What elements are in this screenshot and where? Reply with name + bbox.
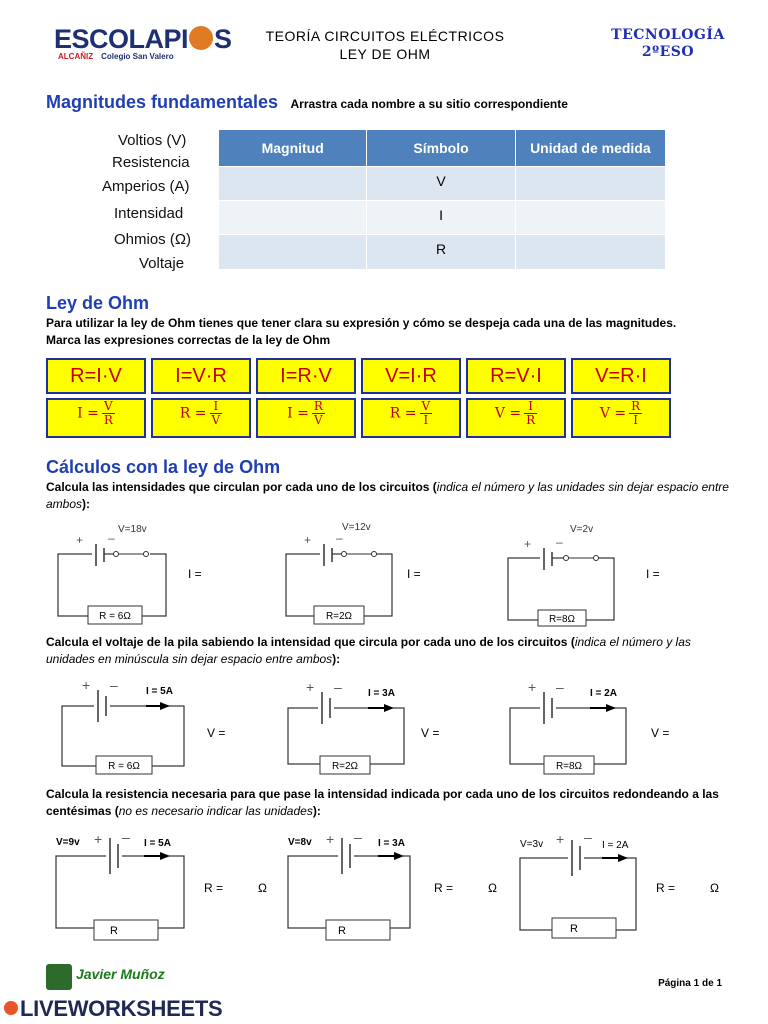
circuit-diagram — [56, 676, 192, 788]
title-line-1: TEORÍA CIRCUITOS ELÉCTRICOS — [265, 28, 505, 44]
resistor-label: R=2Ω — [325, 611, 353, 622]
question-text: Calcula las intensidades que circulan por cada uno de los circuitos ( — [46, 480, 437, 494]
question-text-end: ): — [312, 804, 321, 818]
fraction-denominator: R — [103, 413, 113, 427]
circuit-diagram — [280, 518, 410, 630]
table-row — [219, 235, 665, 269]
resistor-label: R = 6Ω — [108, 761, 140, 772]
voltage-label: V=12v — [342, 522, 371, 533]
fraction-lhs: R = — [389, 405, 417, 422]
fraction-lhs: I = — [287, 405, 309, 422]
resistor-label: R=8Ω — [548, 614, 576, 625]
drop-cell-unidad[interactable] — [515, 167, 665, 201]
logo-text-end: S — [214, 24, 232, 54]
logo-mark-icon — [189, 26, 213, 50]
current-label: I = 5A — [146, 686, 173, 697]
drop-cell-unidad[interactable] — [515, 235, 665, 269]
drop-cell-magnitud[interactable] — [219, 235, 367, 269]
cell-simbolo: V — [367, 167, 515, 201]
section-heading: Cálculos con la ley de Ohm — [46, 457, 281, 477]
logo-text: ESCOLAPI — [54, 24, 189, 54]
fraction-numerator: R — [313, 399, 323, 413]
title-line-2: LEY DE OHM — [339, 46, 431, 62]
fraction-numerator: I — [210, 400, 223, 414]
circuit-diagram — [52, 518, 182, 630]
formula-option[interactable]: I=V·R — [151, 358, 251, 394]
fraction-numerator: V — [421, 399, 431, 413]
minus-icon: – — [584, 830, 592, 845]
fraction-lhs: R = — [179, 405, 207, 422]
question-note: indica el número y las unidades sin dejar espacio entre ambos — [46, 480, 729, 511]
voltage-label: V=3v — [520, 839, 544, 850]
header-magnitud: Magnitud — [219, 130, 367, 167]
liveworksheets-dot-icon — [4, 1001, 18, 1015]
unit-label: Ω — [488, 881, 497, 895]
voltage-label: V=9v — [56, 837, 80, 848]
drop-cell-unidad[interactable] — [515, 201, 665, 235]
answer-label: R = — [656, 881, 676, 895]
page-of: de — [701, 978, 714, 989]
fraction-formula-option[interactable] — [46, 398, 146, 438]
author-signature: Javier Muñoz — [76, 966, 165, 982]
question-text: Calcula el voltaje de la pila sabiendo la intensidad que circula por cada uno de los circuitos ( — [46, 635, 575, 649]
plus-icon: + — [528, 679, 537, 695]
minus-icon: – — [556, 535, 563, 549]
subject-line-2: 2ºESO — [641, 44, 695, 60]
fraction-lhs: V = — [494, 405, 522, 422]
cell-simbolo: R — [367, 235, 515, 269]
voltage-label: V=8v — [288, 837, 312, 848]
drag-word-resistencia[interactable]: Resistencia — [112, 154, 190, 171]
answer-label: V = — [421, 726, 440, 740]
minus-icon: – — [108, 531, 115, 545]
fraction-lhs: I = — [77, 405, 99, 422]
question-2-text — [46, 634, 736, 668]
question-1-text — [46, 479, 736, 513]
question-text: Calcula la resistencia necesaria para que pase la intensidad indicada por cada uno de los circuitos redondeando a las centésimas ( — [46, 787, 719, 818]
page-indicator — [658, 978, 722, 989]
unit-label: Ω — [258, 881, 267, 895]
page-total: 1 — [716, 978, 722, 989]
resistor-label: R = 6Ω — [99, 611, 131, 622]
resistor-label: R — [570, 923, 578, 935]
liveworksheets-logo — [4, 996, 222, 1022]
minus-icon: – — [110, 677, 118, 693]
question-3-text — [46, 786, 736, 820]
ohm-instructions — [46, 315, 746, 349]
plus-icon: + — [82, 677, 91, 693]
circuit-diagram — [282, 828, 422, 944]
drag-word-intensidad[interactable]: Intensidad — [114, 205, 184, 222]
current-label: I = 3A — [378, 838, 405, 849]
answer-label: V = — [207, 726, 226, 740]
table-row — [219, 201, 665, 235]
logo-school: Colegio San Valero — [101, 52, 174, 61]
school-logo — [54, 24, 232, 55]
minus-icon: – — [556, 679, 564, 695]
current-label: I = 2A — [590, 688, 617, 699]
question-note: indica el número y las unidades en minúscula sin dejar espacio entre ambos — [46, 635, 691, 666]
section-magnitudes — [46, 92, 568, 113]
current-label: I = 2A — [602, 840, 629, 851]
drag-word-amperios[interactable]: Amperios (A) — [102, 178, 190, 195]
fraction-lhs: V = — [599, 405, 627, 422]
header-simbolo: Símbolo — [367, 130, 515, 167]
voltage-label: V=2v — [570, 524, 594, 535]
minus-icon: – — [122, 829, 130, 845]
cell-simbolo: I — [367, 201, 515, 235]
answer-label: R = — [204, 881, 224, 895]
current-label: I = 3A — [368, 688, 395, 699]
question-text-end: ): — [82, 497, 91, 511]
circuit-diagram — [514, 830, 650, 946]
fraction-denominator: I — [633, 413, 639, 427]
drop-cell-magnitud[interactable] — [219, 167, 367, 201]
question-text-end: ): — [332, 652, 341, 666]
answer-label: V = — [651, 726, 670, 740]
fraction-formula-option[interactable] — [256, 398, 356, 438]
drop-cell-magnitud[interactable] — [219, 201, 367, 235]
plus-icon: + — [524, 537, 532, 551]
formula-option[interactable]: V=I·R — [361, 358, 461, 394]
fraction-formula-option[interactable] — [466, 398, 566, 438]
brand-name: LIVEWORKSHEETS — [20, 996, 223, 1021]
section-heading: Ley de Ohm — [46, 293, 150, 313]
circuit-diagram — [502, 518, 632, 630]
fraction-denominator: R — [526, 413, 536, 427]
document-title — [220, 27, 550, 63]
resistor-label: R — [110, 925, 118, 937]
formula-option[interactable]: R=I·V — [46, 358, 146, 394]
section-heading: Magnitudes fundamentales — [46, 92, 279, 112]
subject-label — [602, 27, 734, 61]
logo-subtitle — [58, 52, 174, 61]
fraction-denominator: V — [314, 413, 323, 427]
fraction-numerator: I — [524, 400, 537, 414]
ohm-instruction-1: Para utilizar la ley de Ohm tienes que tener clara su expresión y cómo se despeja cada una de las magnitudes. — [46, 316, 677, 330]
question-note: no es necesario indicar las unidades — [118, 804, 313, 818]
fraction-formula-option[interactable] — [361, 398, 461, 438]
answer-label: I = — [407, 567, 421, 581]
answer-label: I = — [188, 567, 202, 581]
ohm-instruction-2: Marca las expresiones correctas de la ley de Ohm — [46, 333, 331, 347]
circuit-diagram — [50, 828, 190, 944]
drag-word-voltaje[interactable]: Voltaje — [139, 255, 185, 272]
voltage-label: V=18v — [118, 524, 147, 535]
subject-line-1: TECNOLOGÍA — [611, 27, 725, 43]
plus-icon: + — [556, 831, 565, 847]
fraction-formula-option[interactable] — [571, 398, 671, 438]
minus-icon: – — [354, 829, 362, 845]
plus-icon: + — [94, 831, 103, 847]
plus-icon: + — [306, 679, 315, 695]
drag-word-voltios[interactable]: Voltios (V) — [118, 132, 187, 149]
plus-icon: + — [304, 533, 312, 547]
page-word: Página — [658, 978, 691, 989]
header-unidad: Unidad de medida — [515, 130, 665, 167]
formula-option[interactable]: R=V·I — [466, 358, 566, 394]
resistor-label: R — [338, 925, 346, 937]
resistor-label: R=8Ω — [555, 761, 583, 772]
formula-option[interactable]: V=R·I — [571, 358, 671, 394]
plus-icon: + — [76, 533, 84, 547]
unit-label: Ω — [710, 881, 719, 895]
circuit-diagram — [282, 676, 412, 788]
fraction-numerator: V — [102, 400, 115, 414]
fraction-denominator: I — [423, 413, 429, 427]
page-number: 1 — [693, 978, 700, 989]
plus-icon: + — [326, 831, 335, 847]
answer-label: I = — [646, 567, 660, 581]
minus-icon: – — [336, 531, 343, 545]
minus-icon: – — [334, 679, 342, 695]
magnitudes-table — [219, 130, 665, 269]
fraction-denominator: V — [211, 413, 221, 427]
circuit-diagram — [504, 676, 634, 788]
fraction-formula-option[interactable] — [151, 398, 251, 438]
logo-city: ALCAÑIZ — [58, 52, 94, 61]
table-row — [219, 167, 665, 201]
answer-label: R = — [434, 881, 454, 895]
drag-word-ohmios[interactable]: Ohmios (Ω) — [114, 231, 192, 248]
section-instruction: Arrastra cada nombre a su sitio correspondiente — [290, 97, 568, 111]
resistor-label: R=2Ω — [331, 761, 359, 772]
author-logo-icon — [46, 964, 72, 990]
fraction-numerator: R — [631, 399, 641, 413]
current-label: I = 5A — [144, 838, 171, 849]
formula-option[interactable]: I=R·V — [256, 358, 356, 394]
